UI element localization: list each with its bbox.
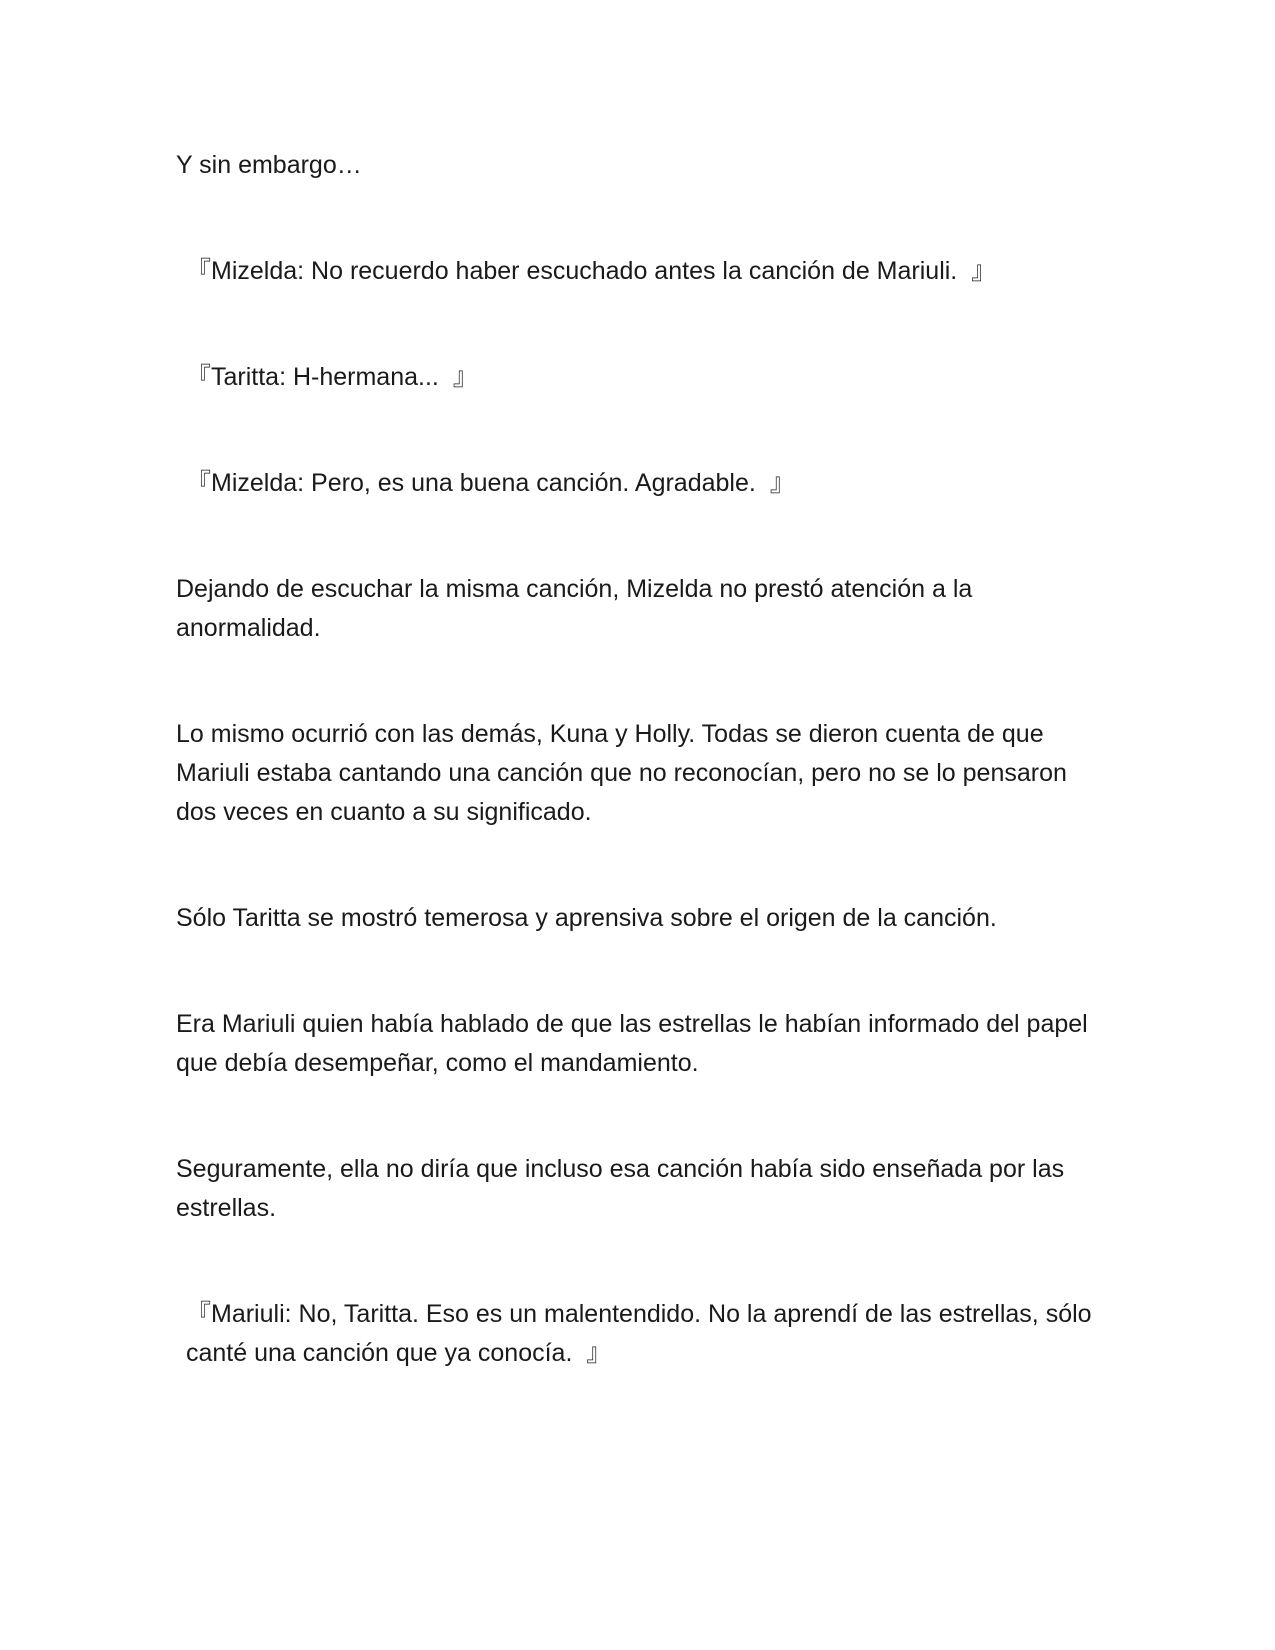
- document-body: [176, 146, 1096, 1440]
- paragraph-narration: Seguramente, ella no diría que incluso esa canción había sido enseñada por las estrellas.: [176, 1155, 1065, 1222]
- paragraph-dialogue-mizelda: 『Mizelda: No recuerdo haber escuchado antes la canción de Mariuli. 』: [186, 257, 997, 285]
- paragraph-narration: Dejando de escuchar la misma canción, Mizelda no prestó atención a la anormalidad.: [176, 575, 973, 642]
- paragraph-narration: Lo mismo ocurrió con las demás, Kuna y Holly. Todas se dieron cuenta de que Mariuli estaba cantando una canción que no reconocían, pero no se lo pensaron dos veces en cuanto a su significado.: [176, 720, 1067, 826]
- paragraph-narration: Sólo Taritta se mostró temerosa y aprensiva sobre el origen de la canción.: [176, 904, 997, 932]
- paragraph-narration: Y sin embargo…: [176, 151, 362, 179]
- paragraph-dialogue-taritta: 『Taritta: H-hermana... 』: [186, 363, 478, 391]
- paragraph-dialogue-mizelda: 『Mizelda: Pero, es una buena canción. Agradable. 』: [186, 469, 795, 497]
- paragraph-narration: Era Mariuli quien había hablado de que las estrellas le habían informado del papel que debía desempeñar, como el mandamiento.: [176, 1010, 1088, 1077]
- paragraph-dialogue-mariuli: 『Mariuli: No, Taritta. Eso es un malentendido. No la aprendí de las estrellas, sólo canté una canción que ya conocía. 』: [186, 1300, 1092, 1367]
